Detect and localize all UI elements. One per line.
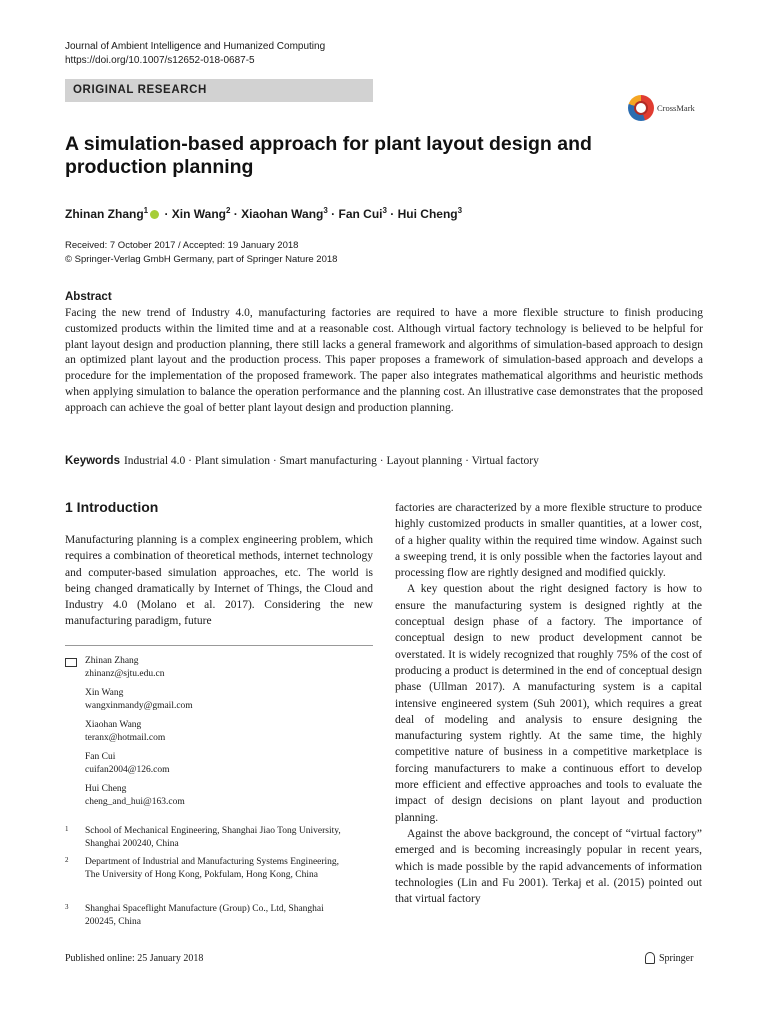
author-affil-sup: 3 xyxy=(382,206,387,215)
contact-entry xyxy=(85,655,164,681)
crossmark-label: CrossMark xyxy=(657,103,695,113)
crossmark-badge[interactable] xyxy=(628,93,703,123)
contact-name: Hui Cheng xyxy=(85,784,127,794)
contact-email[interactable]: cheng_and_hui@163.com xyxy=(85,797,185,807)
section-heading: 1 Introduction xyxy=(65,499,159,515)
springer-horse-icon xyxy=(645,952,655,964)
paragraph: factories are characterized by a more flexible structure to produce highly customized products in smaller quantities, at a lower cost, of a higher quality within the required time window. Against such a sweeping trend, it is only possible when the factories layout and processing flow are rightly designed and modified quickly. xyxy=(395,502,702,580)
keywords xyxy=(65,453,539,469)
contact-name: Fan Cui xyxy=(85,752,116,762)
contact-name: Zhinan Zhang xyxy=(85,656,139,666)
doi-link[interactable]: https://doi.org/10.1007/s12652-018-0687-5 xyxy=(65,55,255,66)
author-affil-sup: 1 xyxy=(143,206,149,215)
paper-title: A simulation-based approach for plant layout design and production planning xyxy=(65,133,592,178)
received-accepted: Received: 7 October 2017 / Accepted: 19 January 2018 xyxy=(65,240,299,251)
published-online: Published online: 25 January 2018 xyxy=(65,953,204,964)
affiliation-number: 3 xyxy=(65,903,69,911)
left-column-text xyxy=(65,532,373,630)
affiliation-text: Department of Industrial and Manufacturing Systems Engineering, The University of Hong Kong, Pokfulam, Hong Kong, China xyxy=(85,857,340,880)
abstract-heading: Abstract xyxy=(65,291,112,303)
author-name[interactable]: Fan Cui xyxy=(338,207,383,221)
contact-email[interactable]: wangxinmandy@gmail.com xyxy=(85,701,193,711)
author-name[interactable]: Xin Wang xyxy=(171,207,226,221)
affiliation-text: School of Mechanical Engineering, Shanghai Jiao Tong University, Shanghai 200240, China xyxy=(85,826,341,849)
publisher-logo xyxy=(645,952,693,964)
contact-entry xyxy=(85,751,169,777)
journal-name: Journal of Ambient Intelligence and Humanized Computing xyxy=(65,41,326,52)
contact-email[interactable]: cuifan2004@126.com xyxy=(85,765,170,775)
crossmark-icon xyxy=(628,95,654,121)
author-name[interactable]: Xiaohan Wang xyxy=(241,207,324,221)
contact-entry xyxy=(85,687,193,713)
footnote-divider xyxy=(65,645,373,646)
contact-email[interactable]: teranx@hotmail.com xyxy=(85,733,166,743)
right-column-text xyxy=(395,500,702,907)
envelope-icon xyxy=(65,658,77,667)
copyright-line: © Springer-Verlag GmbH Germany, part of Springer Nature 2018 xyxy=(65,254,338,265)
contact-name: Xin Wang xyxy=(85,688,124,698)
publisher-name: Springer xyxy=(659,952,694,964)
author-name[interactable]: Hui Cheng xyxy=(397,207,458,221)
paragraph: Manufacturing planning is a complex engineering problem, which requires a combination of theoretical methods, internet technology and computer-based simulation approaches, etc. The world is being changed dramatically by Internet of Things, the Cloud and Industry 4.0 (Molano et al. 2017). Considering the new manufacturing paradigm, future xyxy=(65,534,373,628)
keywords-label: Keywords xyxy=(65,455,120,467)
contact-entry xyxy=(85,719,165,745)
contact-entry xyxy=(85,783,185,809)
section-label: ORIGINAL RESEARCH xyxy=(65,79,373,102)
contact-name: Xiaohan Wang xyxy=(85,720,142,730)
author-affil-sup: 2 xyxy=(226,206,231,215)
keywords-list: Industrial 4.0 · Plant simulation · Smart manufacturing · Layout planning · Virtual factory xyxy=(123,455,539,467)
author-affil-sup: 3 xyxy=(323,206,328,215)
paragraph: A key question about the right designed factory is how to ensure the manufacturing system is designed rightly at the conceptual design phase of a factory. The importance of conceptual design to new product development cannot be overstated. It is widely recognized that roughly 75% of the cost of producing a product is determined in the end of conceptual design phase (Ullman 2017). A manufacturing system is a capital intensive engineered system (Suh 2001), which requires a great deal of modeling and analysis to ensure designing the manufacturing system rightly. At the same time, the highly competitive nature of business in a competitive marketplace is forcing manufacturers to make a continuous effort to develop more efficient and effective approaches and tools to evaluate the impact of design decisions on plant layout and production planning. xyxy=(395,583,702,824)
affiliation-text: Shanghai Spaceflight Manufacture (Group) Co., Ltd, Shanghai 200245, China xyxy=(85,904,324,927)
paragraph: Against the above background, the concept of “virtual factory” emerged and is becoming increasingly popular in recent years, which is made possible by the rapid advancements of information technologies (Lin and Fu 2001). Terkaj et al. (2015) pointed out that virtual factory xyxy=(395,827,702,906)
author-list: Zhinan Zhang$^1$ · Xin Wang$^2$ · Xiaohan Wang$^3$ · Fan Cui$^3$ · Hui Cheng$^3$ xyxy=(65,206,463,221)
affiliation-number: 2 xyxy=(65,856,69,864)
contact-email[interactable]: zhinanz@sjtu.edu.cn xyxy=(85,669,165,679)
author-affil-sup: 3 xyxy=(457,206,463,215)
affiliation-number: 1 xyxy=(65,825,69,833)
orcid-icon[interactable] xyxy=(150,210,159,219)
dates-block xyxy=(65,239,337,267)
abstract-text: Facing the new trend of Industry 4.0, manufacturing factories are required to have a more flexible structure to finish producing customized products within the limited time and at a reasonable cost. Although virtual factory technology is believed to be helpful for plant layout design and production planning, there still lacks a general framework and algorithms of simulation-based approach to design an optimized plant layout and the production process. This paper proposes a framework of simulation-based approach and develops a procedure for the implementation of the proposed framework. The paper also integrates mathematical algorithms and heuristic methods when applying simulation to balance the operation performance and the planning cost. An illustrative case demonstrates that the proposed approach can achieve the goal of better plant layout design and production planning. xyxy=(65,307,703,414)
author-name[interactable]: Zhinan Zhang xyxy=(65,207,144,221)
